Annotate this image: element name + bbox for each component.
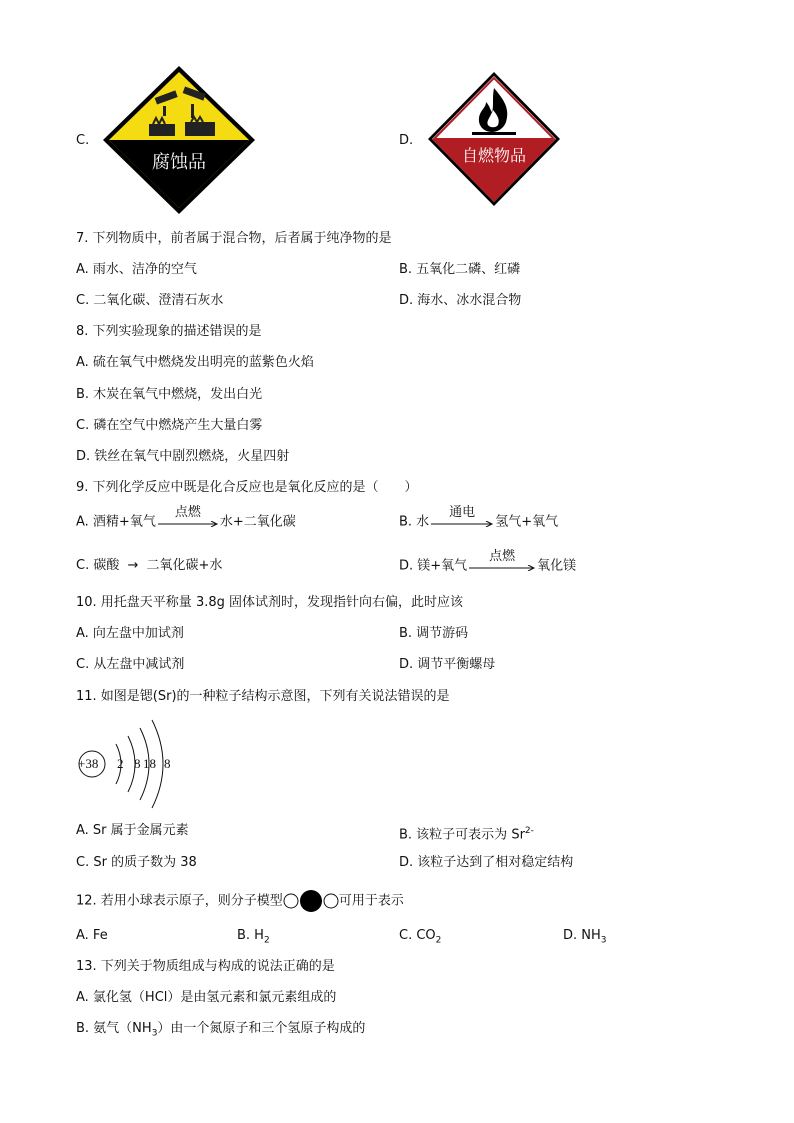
q10-stem: 10. 用托盘天平称量 3.8g 固体试剂时，发现指针向右偏，此时应该 — [76, 595, 463, 610]
atom-structure-diagram — [76, 716, 186, 812]
shell-2-electrons: 8 — [134, 756, 141, 771]
shell-1-electrons: 2 — [117, 756, 124, 771]
q13-b-sub: 3 — [151, 1028, 158, 1039]
q11-option-d: D. 该粒子达到了相对稳定结构 — [399, 855, 574, 870]
q7-option-b: B. 五氧化二磷、红磷 — [399, 262, 521, 277]
q9-c-arrow: → — [127, 558, 139, 573]
q11-option-b — [399, 822, 534, 844]
q9-stem: 9. 下列化学反应中既是化合反应也是氧化反应的是（ ） — [76, 480, 418, 495]
q11-option-a: A. Sr 属于金属元素 — [76, 823, 189, 838]
q8-option-d: D. 铁丝在氧气中剧烈燃烧，火星四射 — [76, 449, 290, 464]
q9-a-reactants: A. 酒精+氧气 — [76, 514, 156, 530]
q9-b-condition: 通电 — [449, 505, 476, 520]
q9-d-products: 氧化镁 — [537, 558, 577, 574]
nucleus-charge: +38 — [78, 756, 99, 771]
shell-3-electrons: 18 — [143, 756, 156, 771]
q9-b-reactants: B. 水 — [399, 514, 430, 530]
q12-option-d — [563, 927, 607, 950]
option-d-label: D. — [399, 133, 414, 148]
q12-b-main: B. H — [237, 928, 264, 943]
corrosive-sign-bottom — [109, 140, 249, 208]
q12-option-a: A. Fe — [76, 928, 108, 943]
flammable-sign-image — [426, 70, 562, 208]
q12-option-c — [399, 927, 441, 950]
q13-b-left: B. 氨气（NH — [76, 1021, 152, 1036]
q9-a-products: 水+二氧化碳 — [219, 514, 296, 530]
q11-b-text: B. 该粒子可表示为 Sr — [399, 827, 525, 843]
q8-option-c: C. 磷在空气中燃烧产生大量白雾 — [76, 418, 263, 433]
q8-stem: 8. 下列实验现象的描述错误的是 — [76, 324, 262, 339]
q9-a-reaction-arrow — [156, 505, 220, 531]
q9-c-products: 二氧化碳+水 — [146, 558, 223, 573]
q9-option-c — [76, 557, 222, 575]
q12-d-main: D. NH — [563, 928, 601, 943]
q12-c-sub: 2 — [435, 935, 442, 946]
q9-c-reactants: C. 碳酸 — [76, 558, 120, 573]
q12-stem-left: 12. 若用小球表示原子，则分子模型 — [76, 893, 283, 909]
q10-option-d: D. 调节平衡螺母 — [399, 657, 496, 672]
q9-d-reactants: D. 镁+氧气 — [399, 558, 468, 574]
flammable-sign-text: 自燃物品 — [461, 146, 527, 165]
q9-b-products: 氢气+氧气 — [495, 514, 559, 530]
q7-option-d: D. 海水、冰水混合物 — [399, 293, 522, 308]
molecule-model-icon — [283, 890, 339, 912]
q12-d-sub: 3 — [600, 935, 607, 946]
q7-stem: 7. 下列物质中，前者属于混合物，后者属于纯净物的是 — [76, 231, 392, 246]
q7-option-a: A. 雨水、洁净的空气 — [76, 262, 197, 277]
q9-b-reaction-arrow — [429, 505, 495, 531]
q12-c-main: C. CO — [399, 928, 436, 943]
q9-a-condition: 点燃 — [174, 505, 201, 520]
q9-option-d — [399, 549, 577, 576]
q13-b-right: ）由一个氮原子和三个氢原子构成的 — [157, 1021, 366, 1036]
q12-stem-right: 可用于表示 — [338, 893, 404, 909]
q10-option-b: B. 调节游码 — [399, 626, 469, 641]
q8-option-b: B. 木炭在氧气中燃烧，发出白光 — [76, 387, 263, 402]
q11-stem: 11. 如图是锶(Sr)的一种粒子结构示意图，下列有关说法错误的是 — [76, 689, 450, 704]
q13-option-b — [76, 1020, 365, 1043]
q9-option-a — [76, 505, 296, 532]
option-c-label: C. — [76, 133, 90, 148]
q11-b-charge: 2- — [524, 826, 534, 836]
q9-option-b — [399, 505, 559, 532]
q7-option-c: C. 二氧化碳、澄清石灰水 — [76, 293, 224, 308]
q8-option-a: A. 硫在氧气中燃烧发出明亮的蓝紫色火焰 — [76, 355, 314, 370]
q9-d-reaction-arrow — [467, 549, 537, 575]
shell-4-electrons: 8 — [164, 756, 171, 771]
q13-stem: 13. 下列关于物质组成与构成的说法正确的是 — [76, 959, 335, 974]
q12-b-sub: 2 — [263, 935, 270, 946]
q10-option-a: A. 向左盘中加试剂 — [76, 626, 184, 641]
q9-d-condition: 点燃 — [489, 549, 516, 564]
q13-option-a: A. 氯化氢（HCl）是由氢元素和氯元素组成的 — [76, 990, 337, 1005]
q12-stem — [76, 890, 404, 912]
q11-option-c: C. Sr 的质子数为 38 — [76, 855, 197, 870]
corrosive-sign-text: 腐蚀品 — [152, 152, 206, 173]
q12-option-b — [237, 927, 270, 950]
q10-option-c: C. 从左盘中减试剂 — [76, 657, 185, 672]
corrosive-sign-image — [101, 64, 257, 216]
